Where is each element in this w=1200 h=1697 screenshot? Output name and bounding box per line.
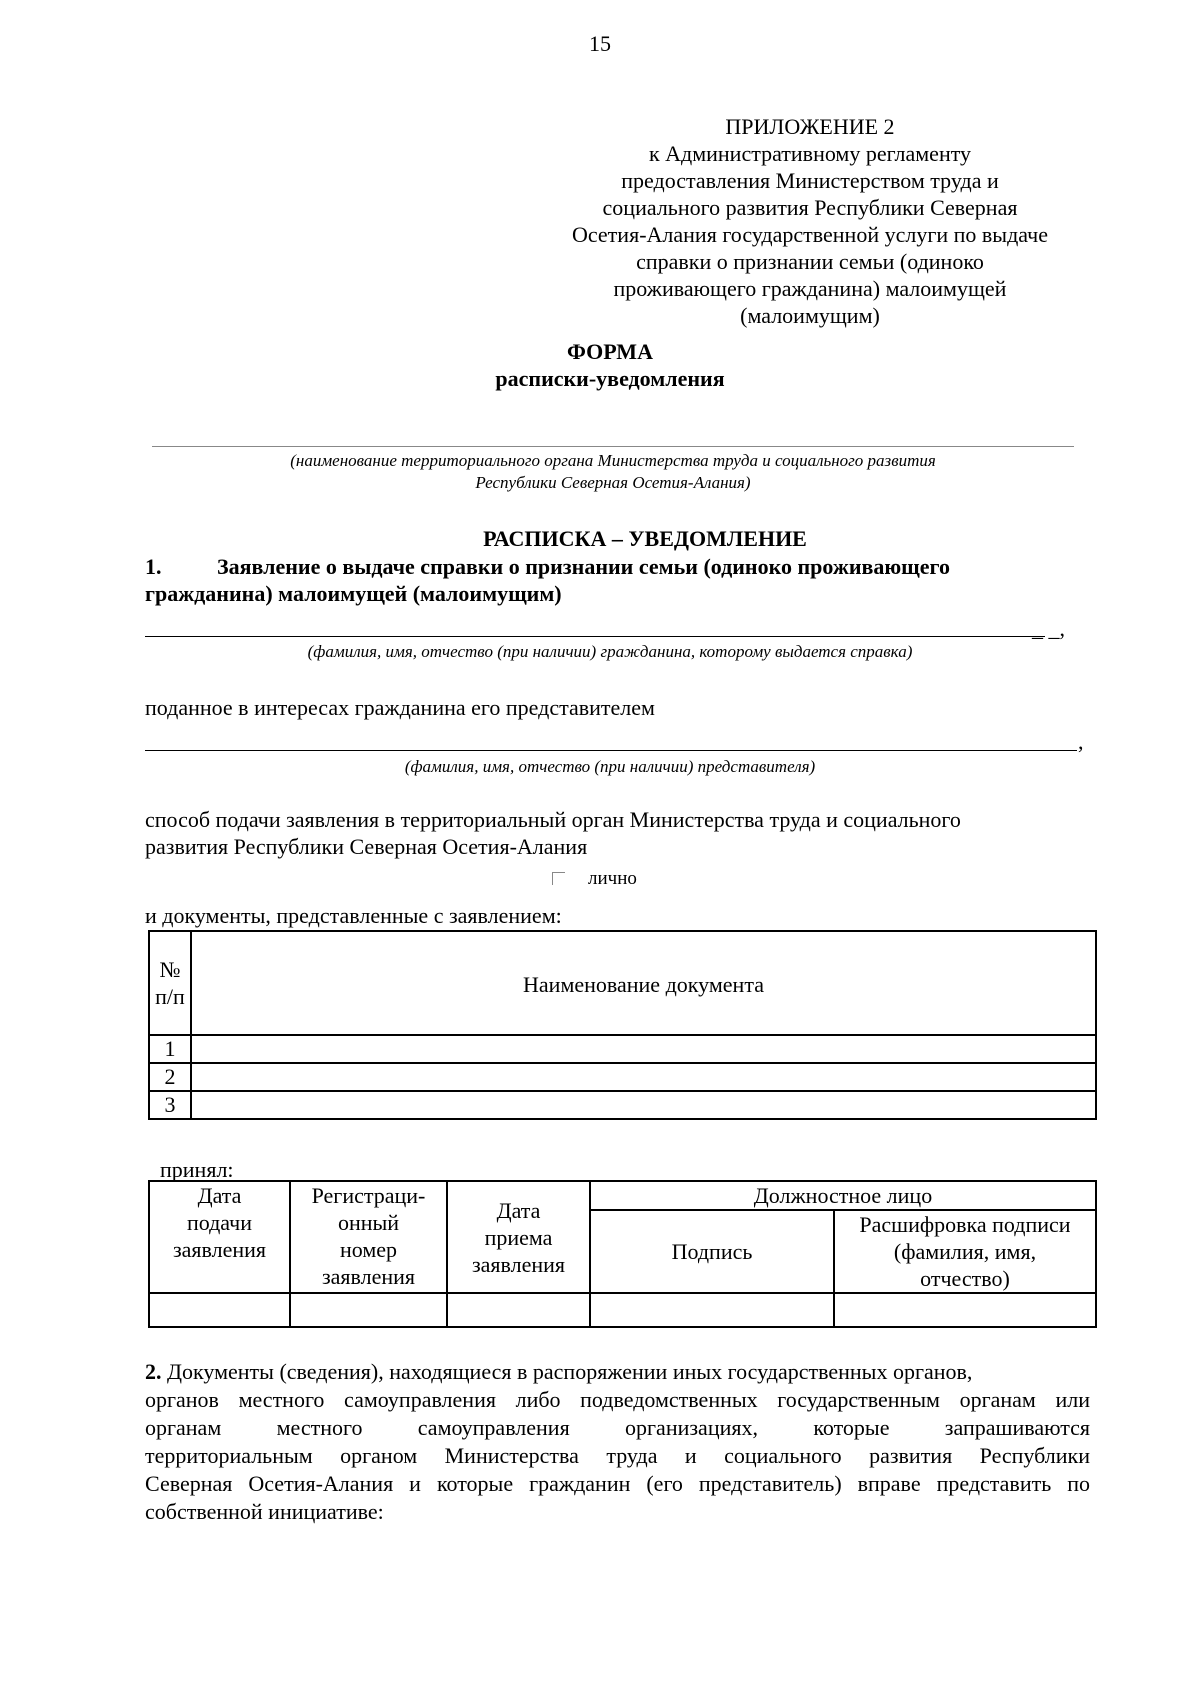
organ-caption-line1: (наименование территориального органа Министерства труда и социального развития (290, 451, 936, 470)
section1-heading-line1 (145, 553, 1090, 580)
col2-line: онный (337, 1210, 400, 1235)
col3-line: Дата (496, 1197, 541, 1223)
appendix-title: ПРИЛОЖЕНИЕ 2 (725, 114, 895, 139)
section2-number: 2. (145, 1359, 162, 1384)
col2-line: заявления (321, 1264, 416, 1289)
form-heading-line1: ФОРМА (567, 339, 653, 364)
doc-col-num-line1: № (159, 957, 181, 982)
col1-line: Дата (197, 1183, 242, 1208)
method-line1: способ подачи заявления в территориальный орган Министерства труда и социального (145, 807, 961, 832)
section1-number: 1. (145, 554, 162, 579)
col1-line: подачи (186, 1210, 253, 1235)
organ-caption-line2: Республики Северная Осетия-Алания) (475, 473, 751, 492)
appendix-line: предоставления Министерством труда и (621, 168, 999, 193)
section2-line5: Северная Осетия-Алания и которые гражданин (его представитель) вправе представить по (145, 1471, 1090, 1496)
col3-line: приема (484, 1224, 553, 1250)
table-row (149, 1091, 1096, 1119)
section1-text-line1: Заявление о выдаче справки о признании семьи (одиноко проживающего (217, 554, 950, 579)
doc-col-name-header: Наименование документа (191, 931, 1096, 1035)
representative-name-line[interactable] (145, 750, 1077, 751)
representative-line-comma: , (1078, 729, 1084, 754)
representative-text: поданное в интересах гражданина его представителем (145, 695, 655, 720)
section2-line1-text: Документы (сведения), находящиеся в распоряжении иных государственных органов, (167, 1359, 973, 1384)
decoding-line: отчество) (920, 1266, 1010, 1291)
table-row (149, 1063, 1096, 1091)
appendix-line: (малоимущим) (740, 303, 880, 328)
table-row (149, 1293, 1096, 1327)
col2-line: Регистраци- (311, 1183, 426, 1208)
cell-submission-date[interactable] (149, 1293, 290, 1327)
doc-row-num: 3 (149, 1091, 191, 1119)
appendix-line: Осетия-Алания государственной услуги по выдаче (572, 222, 1048, 247)
accepted-label: принял: (160, 1157, 234, 1182)
col2-line: номер (339, 1237, 398, 1262)
citizen-name-line[interactable] (145, 636, 1045, 637)
appendix-line: справки о признании семьи (одиноко (636, 249, 984, 274)
col3-line: заявления (471, 1251, 566, 1277)
cell-acceptance-date[interactable] (447, 1293, 590, 1327)
documents-table (148, 930, 1097, 1120)
appendix-block (540, 113, 1080, 329)
organ-caption (140, 450, 1086, 494)
table-row (149, 1035, 1096, 1063)
col-signature: Подпись (590, 1210, 834, 1293)
section2-line1 (145, 1358, 1090, 1386)
cell-registration-number[interactable] (290, 1293, 447, 1327)
col-signature-decoding (834, 1210, 1096, 1293)
col-registration-number (290, 1181, 447, 1293)
col-official: Должностное лицо (590, 1181, 1096, 1210)
appendix-line: социального развития Республики Северная (602, 195, 1018, 220)
method-line2: развития Республики Северная Осетия-Алания (145, 834, 588, 859)
citizen-caption: (фамилия, имя, отчество (при наличии) гражданина, которому выдается справка) (307, 642, 913, 661)
section1-heading (145, 553, 1090, 607)
section2-line2: органов местного самоуправления либо подведомственных государственным органам или (145, 1387, 1090, 1412)
in-person-option-label: лично (588, 868, 637, 889)
doc-col-num-header (149, 931, 191, 1035)
section2-text (145, 1358, 1090, 1526)
decoding-line: (фамилия, имя, (893, 1239, 1037, 1264)
organ-name-line[interactable] (152, 446, 1074, 447)
appendix-line: к Административному регламенту (648, 141, 972, 166)
doc-row-name-cell[interactable] (191, 1091, 1096, 1119)
doc-row-name-cell[interactable] (191, 1035, 1096, 1063)
method-text (145, 806, 1095, 860)
decoding-line: Расшифровка подписи (859, 1212, 1071, 1237)
form-heading (400, 338, 820, 392)
section1-text-line2: гражданина) малоимущей (малоимущим) (145, 581, 562, 606)
form-heading-line2: расписки-уведомления (495, 366, 725, 391)
col1-line: заявления (172, 1237, 267, 1262)
received-table (148, 1180, 1097, 1328)
doc-row-num: 2 (149, 1063, 191, 1091)
section2-line6: собственной инициативе: (145, 1499, 384, 1524)
appendix-line: проживающего гражданина) малоимущей (613, 276, 1007, 301)
doc-row-name-cell[interactable] (191, 1063, 1096, 1091)
col-acceptance-date (447, 1181, 590, 1293)
citizen-line-end: _ _, (1032, 616, 1065, 641)
receipt-title: РАСПИСКА – УВЕДОМЛЕНИЕ (483, 526, 807, 551)
doc-row-num: 1 (149, 1035, 191, 1063)
cell-signature-decoding[interactable] (834, 1293, 1096, 1327)
doc-col-num-line2: п/п (155, 984, 185, 1009)
cell-signature[interactable] (590, 1293, 834, 1327)
representative-caption: (фамилия, имя, отчество (при наличии) представителя) (404, 757, 816, 776)
in-person-checkbox[interactable] (552, 872, 565, 885)
col-submission-date (149, 1181, 290, 1293)
section2-line4: территориальным органом Министерства труда и социального развития Республики (145, 1443, 1090, 1468)
section2-line3: органам местного самоуправления организациях, которые запрашиваются (145, 1415, 1090, 1440)
documents-intro: и документы, представленные с заявлением: (145, 903, 562, 928)
page-number: 15 (589, 31, 611, 56)
